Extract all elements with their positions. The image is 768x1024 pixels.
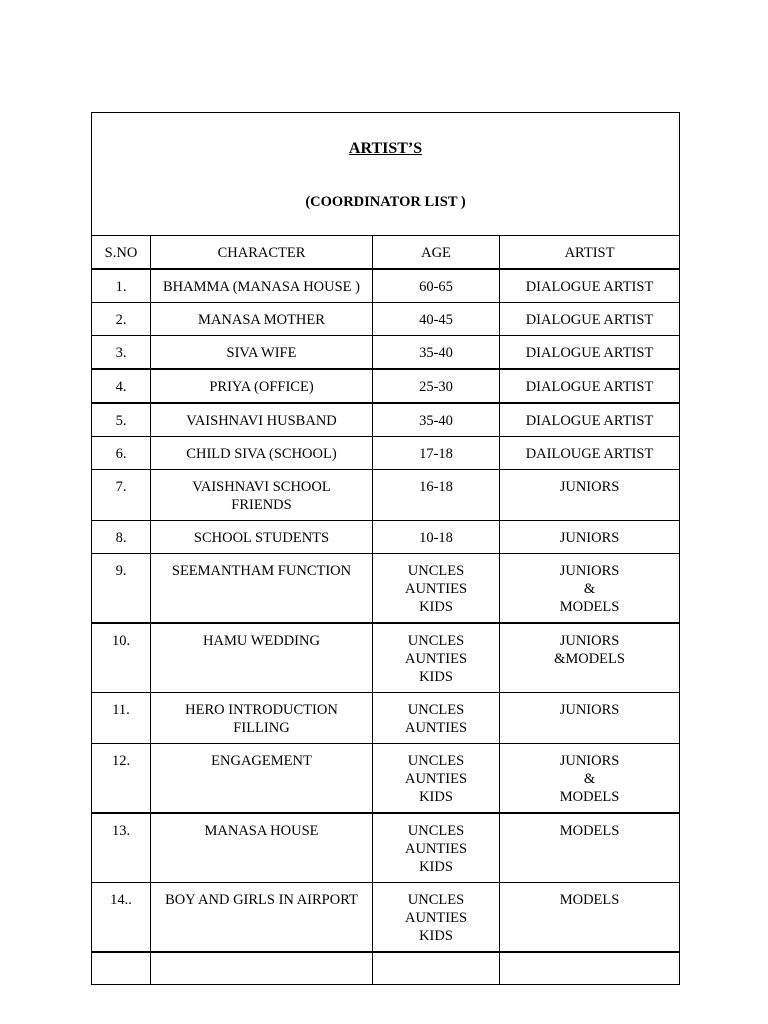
cell-age: 25-30 [373, 369, 500, 403]
cell-character: VAISHNAVI HUSBAND [151, 403, 373, 437]
cell-sno: 9. [92, 554, 151, 624]
header-character: CHARACTER [151, 236, 373, 270]
document-subtitle: (COORDINATOR LIST ) [305, 194, 466, 210]
cell-age: 17-18 [373, 437, 500, 470]
header-artist: ARTIST [500, 236, 680, 270]
cell-character: SIVA WIFE [151, 336, 373, 370]
cell-sno [92, 952, 151, 985]
table-row [92, 883, 680, 953]
cell-character: SCHOOL STUDENTS [151, 521, 373, 554]
cell-artist: JUNIORS & MODELS [500, 744, 680, 814]
cell-character: HERO INTRODUCTION FILLING [151, 693, 373, 744]
cell-age [373, 952, 500, 985]
cell-age: UNCLES AUNTIES [373, 693, 500, 744]
cell-character: PRIYA (OFFICE) [151, 369, 373, 403]
cell-age: 10-18 [373, 521, 500, 554]
cell-artist: DIALOGUE ARTIST [500, 403, 680, 437]
cell-age: UNCLES AUNTIES KIDS [373, 883, 500, 953]
cell-artist: JUNIORS &MODELS [500, 623, 680, 693]
cell-sno: 12. [92, 744, 151, 814]
cell-age: UNCLES AUNTIES KIDS [373, 744, 500, 814]
table-row [92, 403, 680, 437]
cell-age: 60-65 [373, 269, 500, 303]
cell-character: VAISHNAVI SCHOOL FRIENDS [151, 470, 373, 521]
cell-sno: 11. [92, 693, 151, 744]
title-cell [92, 113, 680, 236]
table-row [92, 369, 680, 403]
cell-artist: DIALOGUE ARTIST [500, 336, 680, 370]
cell-artist: JUNIORS [500, 693, 680, 744]
title-row [92, 113, 680, 236]
cell-sno: 6. [92, 437, 151, 470]
cell-sno: 10. [92, 623, 151, 693]
table-row [92, 336, 680, 370]
cell-artist: DIALOGUE ARTIST [500, 269, 680, 303]
header-age: AGE [373, 236, 500, 270]
cell-character: BHAMMA (MANASA HOUSE ) [151, 269, 373, 303]
table-row [92, 521, 680, 554]
cell-character: MANASA MOTHER [151, 303, 373, 336]
cell-age: UNCLES AUNTIES KIDS [373, 554, 500, 624]
table-row [92, 744, 680, 814]
table-row [92, 813, 680, 883]
cell-character: SEEMANTHAM FUNCTION [151, 554, 373, 624]
cell-sno: 8. [92, 521, 151, 554]
cell-sno: 7. [92, 470, 151, 521]
table-row [92, 269, 680, 303]
cell-sno: 1. [92, 269, 151, 303]
cell-age: UNCLES AUNTIES KIDS [373, 623, 500, 693]
cell-sno: 4. [92, 369, 151, 403]
table-row [92, 623, 680, 693]
header-sno: S.NO [92, 236, 151, 270]
cell-sno: 5. [92, 403, 151, 437]
cell-artist [500, 952, 680, 985]
table-row [92, 952, 680, 985]
cell-artist: MODELS [500, 813, 680, 883]
cell-character: BOY AND GIRLS IN AIRPORT [151, 883, 373, 953]
cell-character: MANASA HOUSE [151, 813, 373, 883]
cell-sno: 13. [92, 813, 151, 883]
cell-age: 35-40 [373, 403, 500, 437]
table-row [92, 303, 680, 336]
cell-artist: MODELS [500, 883, 680, 953]
cell-age: 35-40 [373, 336, 500, 370]
cell-artist: JUNIORS [500, 521, 680, 554]
table-row [92, 554, 680, 624]
cell-artist: DIALOGUE ARTIST [500, 369, 680, 403]
cell-sno: 14.. [92, 883, 151, 953]
cell-character: ENGAGEMENT [151, 744, 373, 814]
cell-artist: JUNIORS & MODELS [500, 554, 680, 624]
document-page [91, 112, 679, 985]
cell-sno: 2. [92, 303, 151, 336]
header-row [92, 236, 680, 270]
cell-age: 16-18 [373, 470, 500, 521]
cell-sno: 3. [92, 336, 151, 370]
table-row [92, 693, 680, 744]
table-row [92, 470, 680, 521]
cell-character: HAMU WEDDING [151, 623, 373, 693]
cell-age: UNCLES AUNTIES KIDS [373, 813, 500, 883]
table-row [92, 437, 680, 470]
cell-artist: JUNIORS [500, 470, 680, 521]
document-title: ARTIST’S [348, 140, 423, 157]
cell-character [151, 952, 373, 985]
cell-artist: DIALOGUE ARTIST [500, 303, 680, 336]
cell-age: 40-45 [373, 303, 500, 336]
cell-character: CHILD SIVA (SCHOOL) [151, 437, 373, 470]
cell-artist: DAILOUGE ARTIST [500, 437, 680, 470]
coordinator-table [91, 112, 680, 985]
